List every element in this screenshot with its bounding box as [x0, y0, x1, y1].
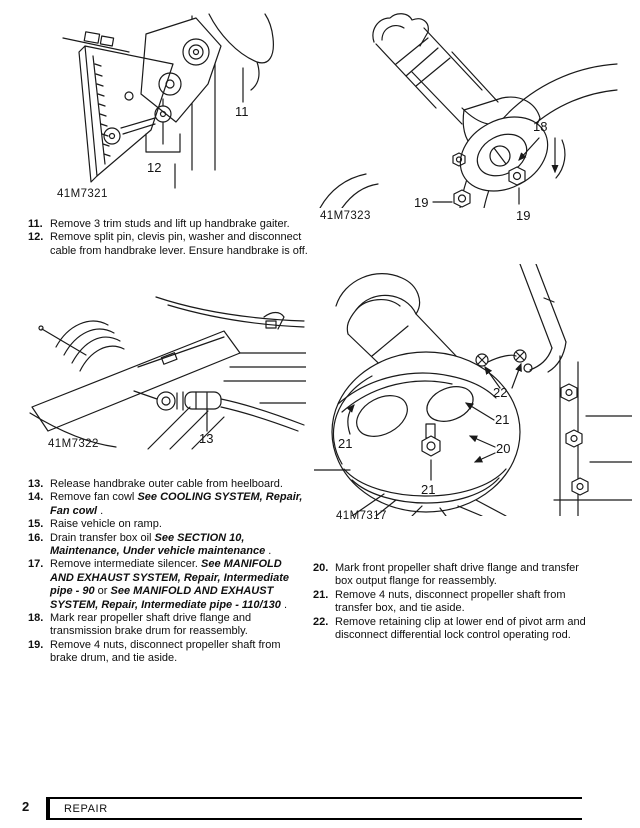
step-item [313, 616, 595, 643]
handbrake-lever-drawing [33, 12, 305, 192]
callout-18: 18 [533, 119, 548, 134]
handbrake-cable-drawing [28, 295, 306, 451]
step-number: 19. [28, 638, 44, 651]
step-text: Remove intermediate silencer. See MANIFOLD AND EXHAUST SYSTEM, Repair, Intermediate pipe - 90 or See MANIFOLD AND EXHAUST SYSTEM, Repair, Intermediate pipe - 110/130 . [50, 558, 289, 611]
figure-41m7322 [28, 295, 306, 457]
step-number: 20. [313, 562, 329, 574]
step-text: Mark front propeller shaft drive flange and transfer box output flange for reassembly. [335, 562, 579, 588]
callout-21-right: 21 [495, 412, 510, 427]
step-text: Remove retaining clip at lower end of pivot arm and disconnect differential lock control operating rod. [335, 615, 586, 642]
callout-13: 13 [199, 431, 214, 446]
step-item [28, 639, 310, 666]
step-text: Remove 4 nuts, disconnect propeller shaft from brake drum, and tie aside. [50, 638, 281, 665]
step-item [313, 589, 595, 616]
step-item [28, 518, 310, 531]
transfer-box-drawing [314, 264, 632, 516]
step-text: Remove fan cowl See COOLING SYSTEM, Repair, Fan cowl . [50, 491, 303, 517]
step-number: 14. [28, 491, 44, 504]
rear-propshaft-drawing [312, 12, 620, 208]
steps-11-12 [28, 218, 310, 258]
callout-19-right: 19 [516, 208, 531, 223]
step-number: 18. [28, 612, 44, 625]
steps-20-22 [313, 562, 595, 642]
step-text: Drain transfer box oil See SECTION 10, Maintenance, Under vehicle maintenance . [50, 531, 272, 558]
footer-section-box [46, 797, 582, 820]
step-item [28, 558, 310, 612]
step-text: Raise vehicle on ramp. [50, 518, 162, 531]
figure-41m7323 [312, 12, 620, 227]
step-number: 22. [313, 615, 329, 628]
step-number: 12. [28, 231, 44, 244]
step-number: 11. [28, 218, 43, 230]
step-number: 15. [28, 518, 44, 531]
step-text: Remove split pin, clevis pin, washer and disconnect cable from handbrake lever. Ensure handbrake is off. [50, 231, 308, 257]
page-number: 2 [22, 799, 30, 814]
callout-20: 20 [496, 441, 511, 456]
step-text: Release handbrake outer cable from heelboard. [50, 478, 283, 490]
callout-21-left: 21 [338, 436, 353, 451]
step-item [28, 478, 310, 491]
figure-id-41m7321: 41M7321 [57, 188, 108, 200]
figure-id-41m7317: 41M7317 [336, 510, 387, 522]
step-item [28, 532, 310, 559]
step-number: 21. [313, 588, 329, 601]
step-item [28, 491, 310, 518]
step-number: 13. [28, 478, 44, 490]
figure-id-41m7322: 41M7322 [48, 438, 99, 450]
figure-41m7321 [33, 12, 305, 204]
step-number: 16. [28, 531, 44, 544]
callout-19-left: 19 [414, 195, 429, 210]
step-item [313, 562, 595, 589]
callout-22: 22 [493, 385, 508, 400]
callout-11: 11 [235, 104, 249, 119]
step-text: Remove 3 trim studs and lift up handbrake gaiter. [50, 218, 290, 230]
steps-13-19 [28, 478, 310, 666]
callout-12: 12 [147, 160, 162, 175]
step-item [28, 231, 310, 258]
step-text: Remove 4 nuts, disconnect propeller shaft from transfer box, and tie aside. [335, 588, 566, 615]
figure-41m7317 [314, 264, 632, 532]
footer-section-label: REPAIR [64, 802, 108, 815]
step-item [28, 218, 310, 231]
figure-id-41m7323: 41M7323 [320, 210, 371, 222]
step-item [28, 612, 310, 639]
step-text: Mark rear propeller shaft drive flange and transmission brake drum for reassembly. [50, 612, 252, 638]
step-number: 17. [28, 558, 44, 571]
callout-21-bottom: 21 [421, 482, 436, 497]
